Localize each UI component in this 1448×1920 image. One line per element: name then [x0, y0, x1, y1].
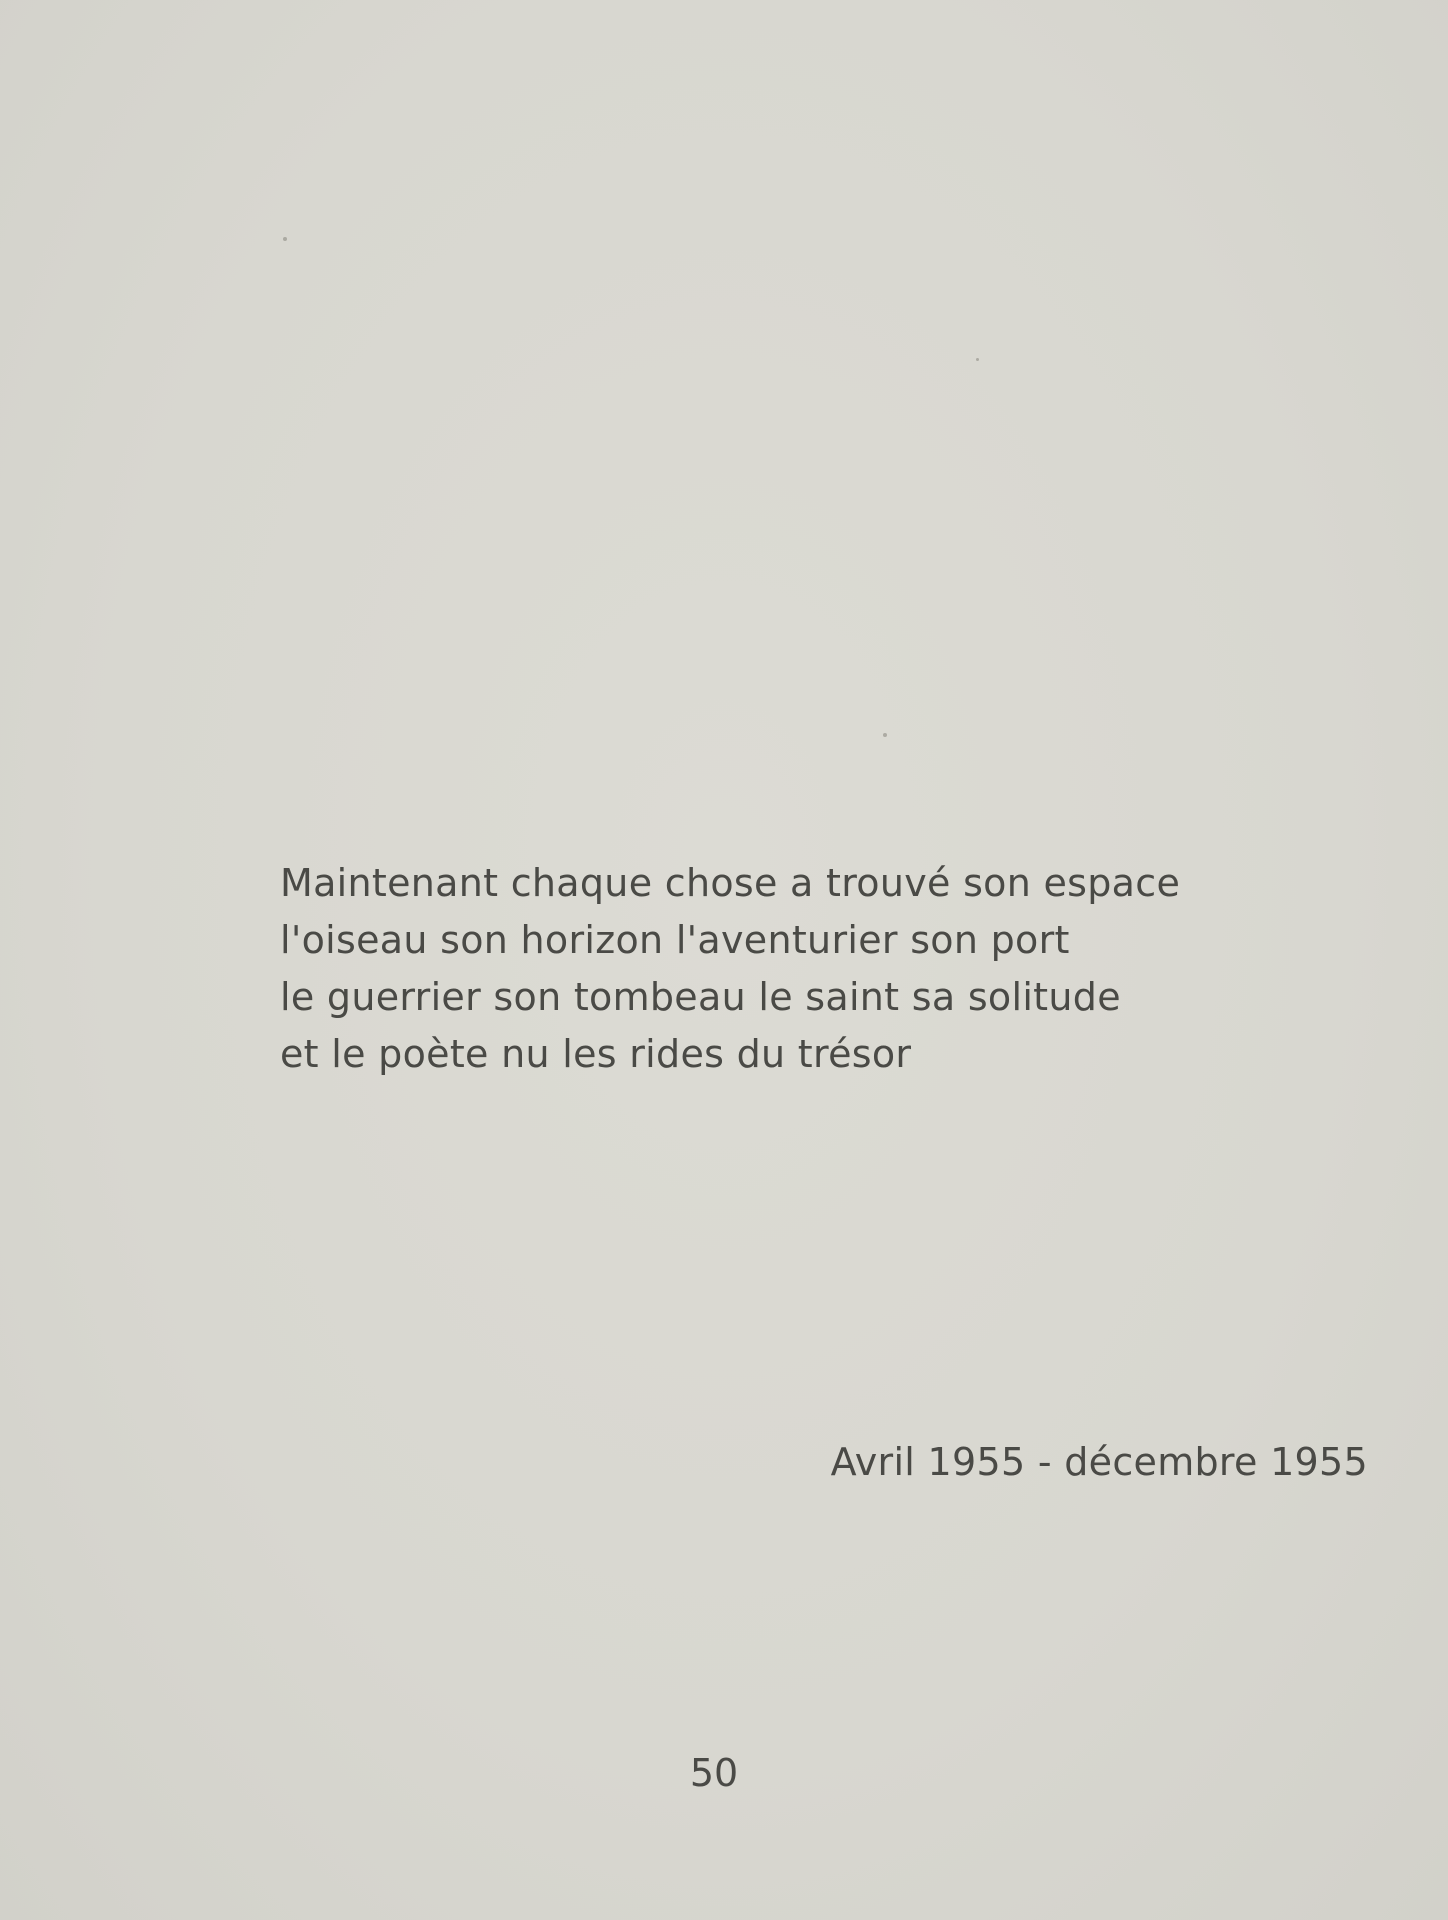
- paper-speck: [976, 358, 979, 361]
- page-number: 50: [689, 1751, 739, 1795]
- poem-line: l'oiseau son horizon l'aventurier son port: [280, 918, 1070, 962]
- poem-stanza: [280, 855, 1180, 1083]
- paper-speck: [283, 237, 287, 241]
- composition-date: Avril 1955 - décembre 1955: [830, 1440, 1368, 1484]
- poem-line: le guerrier son tombeau le saint sa solitude: [280, 975, 1121, 1019]
- paper-speck: [883, 733, 887, 737]
- poem-line: Maintenant chaque chose a trouvé son espace: [280, 861, 1181, 905]
- poem-line: et le poète nu les rides du trésor: [280, 1032, 912, 1076]
